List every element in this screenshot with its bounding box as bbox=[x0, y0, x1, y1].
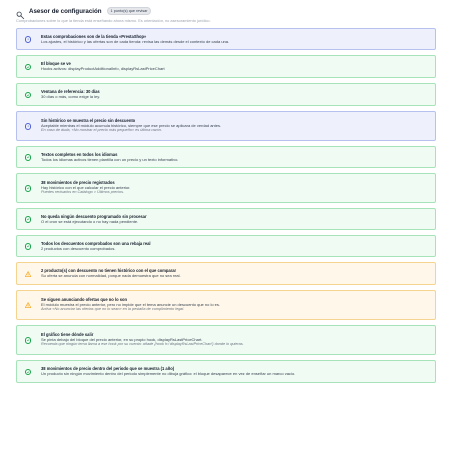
check-item-ok bbox=[16, 235, 436, 257]
check-circle-icon bbox=[25, 185, 31, 191]
check-circle-icon bbox=[25, 216, 31, 222]
page-title: Asesor de configuración bbox=[29, 7, 102, 15]
panel-header bbox=[16, 4, 436, 18]
check-title: Sin histórico se muestra el precio sin descuento bbox=[41, 117, 136, 123]
check-title: Textos completos en todos los idiomas bbox=[41, 152, 118, 157]
checks-list bbox=[16, 28, 436, 383]
check-item-ok bbox=[16, 55, 436, 78]
check-item-ok bbox=[16, 173, 436, 203]
review-count-badge: 1 punto(s) que revisar bbox=[107, 7, 152, 14]
check-item-ok bbox=[16, 360, 436, 383]
check-title: Ventana de referencia: 30 días bbox=[41, 89, 100, 94]
check-hint: Recuerda que ningún tema llama a ese hook por su cuenta: añade {hook h='displayRsLastPriceChart'} donde lo quieras. bbox=[41, 341, 244, 346]
check-item-info bbox=[16, 111, 436, 141]
check-circle-icon bbox=[25, 369, 31, 375]
check-item-warn bbox=[16, 262, 436, 285]
check-detail: 30 días o más, como exige la ley. bbox=[41, 94, 101, 99]
check-detail: Aceptable mientras el módulo acumula histórico, siempre que ese precio se aplicara de verdad antes. bbox=[41, 122, 222, 128]
info-icon bbox=[25, 36, 31, 42]
check-title: El gráfico tiene dónde salir bbox=[41, 331, 94, 337]
check-detail: Hooks activos: displayProductAdditionalInfo, displayRsLastPriceChart bbox=[41, 66, 165, 71]
check-detail: El módulo muestra el precio anterior, pero no impide que el tema anuncie un descuento que no lo es. bbox=[41, 301, 220, 307]
check-title: No queda ningún descuento programado sin procesar bbox=[41, 214, 147, 219]
check-circle-icon bbox=[25, 92, 31, 98]
check-circle-icon bbox=[25, 337, 31, 343]
check-title: El bloque se ve bbox=[41, 61, 71, 66]
settings-sliders-icon bbox=[16, 7, 25, 16]
warning-icon bbox=[25, 271, 31, 277]
check-detail: Todos los idiomas activos tienen plantilla con un precio y un texto informativo. bbox=[41, 157, 179, 162]
check-circle-icon bbox=[25, 64, 31, 70]
check-detail: O el cron se está ejecutando o no hay nada pendiente. bbox=[41, 219, 139, 224]
check-title: 2 producto(s) con descuento no tienen histórico con el que comparar bbox=[41, 268, 177, 273]
check-detail: Su oferta se anuncia con normalidad, porque nada demuestra que no sea real. bbox=[41, 273, 181, 278]
check-title: 38 movimientos de precio registrados bbox=[41, 179, 115, 185]
warning-icon bbox=[25, 302, 31, 308]
page-subtitle: Comprobaciones sobre lo que la tienda está enseñando ahora mismo. Es orientación, no asesoramiento jurídico. bbox=[16, 18, 211, 23]
check-hint: Activa «No anunciar las ofertas que no lo sean» en la pestaña de cumplimiento legal. bbox=[41, 306, 185, 311]
check-circle-icon bbox=[25, 154, 31, 160]
check-title: Todos los descuentos comprobados son una rebaja real bbox=[41, 241, 151, 246]
check-item-warn bbox=[16, 290, 436, 320]
check-detail: Los ajustes, el histórico y las ofertas son de cada tienda: revisa las demás desde el contexto de cada una. bbox=[41, 39, 230, 44]
check-title: Estas comprobaciones son de la tienda «PrestaShop» bbox=[41, 34, 147, 39]
info-icon bbox=[25, 123, 31, 129]
check-title: Se siguen anunciando ofertas que no lo son bbox=[41, 296, 127, 302]
check-circle-icon bbox=[25, 243, 31, 249]
check-title: 38 movimientos de precio dentro del periodo que se muestra (1 año) bbox=[41, 366, 175, 371]
check-item-ok bbox=[16, 146, 436, 168]
check-hint: En caso de duda, «No mostrar el precio más pequeño» es última razón. bbox=[41, 127, 162, 132]
check-item-ok bbox=[16, 208, 436, 230]
check-item-ok bbox=[16, 325, 436, 355]
check-hint: Puedes revisarlos en Catálogo > Últimos precios. bbox=[41, 189, 125, 194]
check-detail: Un producto sin ningún movimiento dentro del periodo simplemente no dibuja gráfico: el bloque desaparece en vez de enseñar un marco vacío. bbox=[41, 371, 296, 376]
configuration-advisor-panel bbox=[16, 4, 436, 388]
check-item-info bbox=[16, 28, 436, 50]
check-detail: Se pinta debajo del bloque del precio anterior, en su propio hook, displayRsLastPriceChart. bbox=[41, 336, 203, 342]
check-detail: Hay histórico con el que calcular el precio anterior. bbox=[41, 184, 131, 190]
check-item-ok bbox=[16, 83, 436, 106]
check-detail: 2 productos con descuento comprobados. bbox=[41, 246, 116, 251]
